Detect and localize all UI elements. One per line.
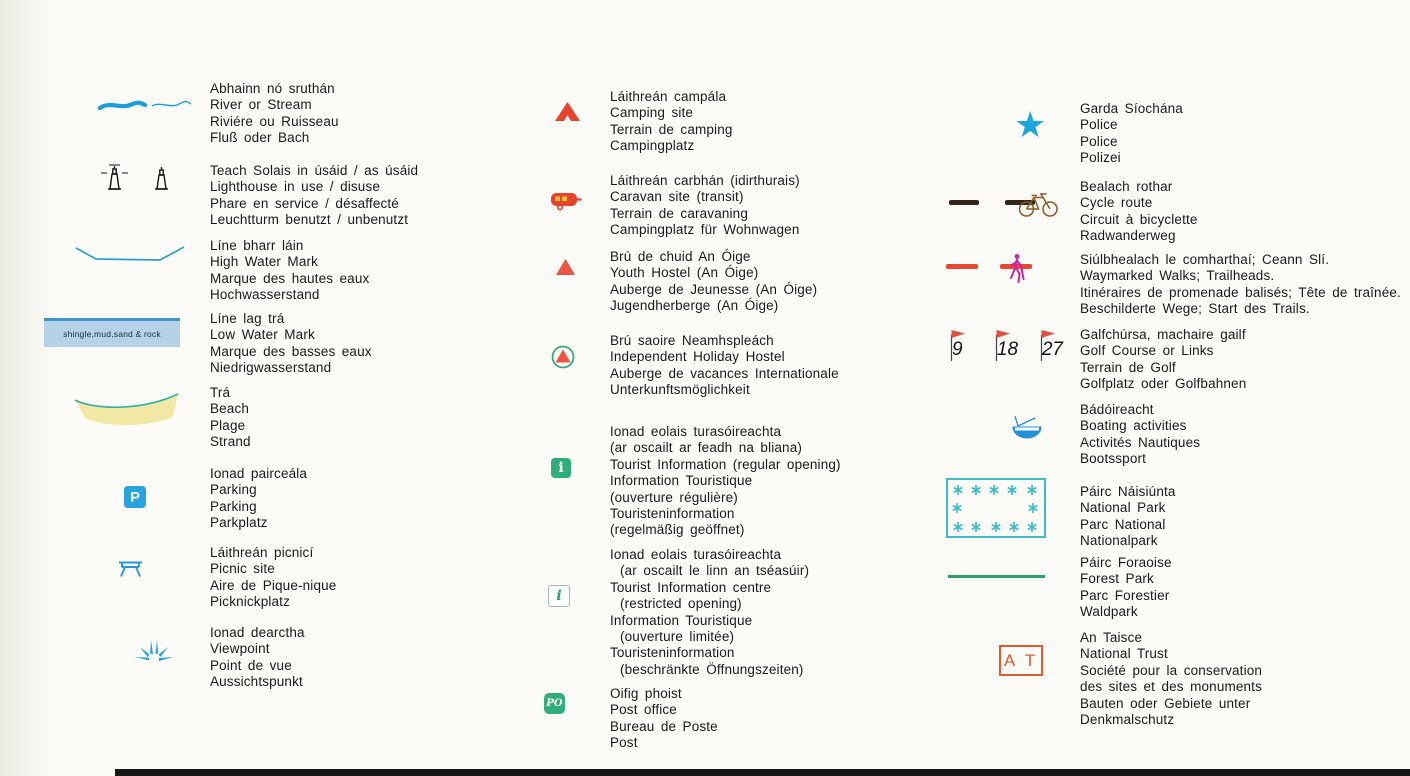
text-line: Cycle route (1080, 195, 1153, 211)
high-water-mark-icon (72, 245, 188, 270)
picnic-site-text (210, 545, 336, 611)
forest-park-text (1080, 555, 1172, 621)
text-line: Police (1080, 133, 1118, 149)
river-stream-text (210, 81, 339, 147)
text-line: Auberge de vacances Internationale (610, 365, 839, 381)
text-line: Société pour la conservation (1080, 662, 1263, 678)
text-line: Siúlbhealach le comharthaí; Ceann Slí. (1080, 252, 1330, 267)
river-stream-icon (98, 96, 193, 121)
text-line: Point de vue (210, 657, 292, 673)
text-line: Galfchúrsa, machaire gailf (1080, 327, 1246, 342)
text-line: Ionad dearctha (210, 625, 305, 640)
caravan-site-icon (550, 190, 582, 217)
text-line: Jugendherberge (An Óige) (610, 298, 779, 314)
text-line: (ar oscailt le linn an tséasúir) (620, 563, 810, 579)
lighthouse-text (210, 163, 418, 229)
golf-hole-count: 9 (952, 339, 963, 360)
text-line: Páirc Foraoise (1080, 555, 1172, 570)
text-line: Parking (210, 498, 257, 514)
national-trust-text (1080, 630, 1262, 728)
text-line: Brú saoire Neamhspleách (610, 333, 774, 348)
text-line: Independent Holiday Hostel (610, 349, 785, 365)
text-line: High Water Mark (210, 254, 319, 270)
text-line: Láithreán carbhán (idirthurais) (610, 173, 800, 188)
youth-hostel-text (610, 249, 817, 315)
text-line: Radwanderweg (1080, 228, 1176, 244)
text-line: National Trust (1080, 646, 1168, 662)
text-line: Forest Park (1080, 571, 1154, 587)
low-water-mark-icon (44, 318, 180, 347)
text-line: Beach (210, 401, 250, 417)
tourist-information-icon: i (551, 458, 571, 478)
caravan-site-text (610, 173, 800, 239)
text-line: Teach Solais in úsáid / as úsáid (210, 163, 419, 178)
text-line: Terrain de caravaning (610, 205, 748, 221)
independent-holiday-hostel-icon (551, 345, 575, 374)
national-trust-icon: A T (999, 645, 1043, 676)
text-line: (beschränkte Öffnungszeiten) (620, 661, 804, 677)
picnic-site-icon (117, 560, 144, 583)
text-line: Waldpark (1080, 604, 1138, 620)
text-line: Terrain de camping (610, 121, 733, 137)
text-line: National Park (1080, 500, 1166, 516)
text-line: Youth Hostel (An Óige) (610, 265, 759, 281)
text-line: Aire de Pique-nique (210, 577, 337, 593)
text-line: Golfplatz oder Golfbahnen (1080, 376, 1247, 392)
lighthouse-disused-icon (151, 166, 173, 196)
text-line: Parkplatz (210, 515, 268, 531)
camping-site-text (610, 89, 733, 155)
text-line: Beschilderte Wege; Start des Trails. (1080, 301, 1310, 317)
text-line: Golf Course or Links (1080, 343, 1214, 359)
scan-bottom-bar (115, 769, 1410, 776)
independent-holiday-hostel-text (610, 333, 839, 399)
text-line: Boating activities (1080, 418, 1187, 434)
text-line: An Taisce (1080, 630, 1143, 645)
text-line: Picknickplatz (210, 594, 290, 610)
boat-icon (1010, 413, 1044, 448)
golf-flag-9 (948, 330, 979, 362)
text-line: Phare en service / désaffecté (210, 195, 399, 211)
text-line: Post (610, 735, 638, 751)
text-line: Niedrigwasserstand (210, 360, 332, 376)
text-line: Parc National (1080, 516, 1166, 532)
text-line: (ouverture limitée) (620, 629, 735, 645)
text-line: Parc Forestier (1080, 587, 1170, 603)
text-line: Bauten oder Gebiete unter (1080, 695, 1251, 711)
golf-flag-18 (993, 330, 1024, 362)
parking-icon: P (124, 486, 146, 508)
text-line: Police (1080, 117, 1118, 133)
text-line: Waymarked Walks; Trailheads. (1080, 268, 1275, 284)
high-water-mark-text (210, 238, 369, 304)
text-line: Activités Nautiques (1080, 434, 1201, 450)
text-line: (restricted opening) (620, 596, 742, 612)
boating-activities-text (1080, 402, 1200, 468)
text-line: Líne bharr láin (210, 238, 304, 253)
text-line: Strand (210, 434, 251, 450)
text-line: Viewpoint (210, 641, 270, 657)
text-line: Brú de chuid An Óige (610, 249, 751, 264)
text-line: (regelmäßig geöffnet) (610, 522, 745, 538)
text-line: Marque des hautes eaux (210, 270, 370, 286)
text-line: Touristeninformation (610, 645, 735, 661)
text-line: Bealach rothar (1080, 179, 1173, 194)
text-line: (ar oscailt ar feadh na bliana) (610, 440, 802, 456)
golf-course-text (1080, 327, 1246, 393)
text-line: Information Touristique (610, 612, 753, 628)
national-park-text (1080, 484, 1176, 550)
walker-icon (1006, 253, 1029, 289)
low-water-mark-text (210, 311, 372, 377)
text-line: Leuchtturm benutzt / unbenutzt (210, 212, 409, 228)
text-line: Abhainn nó sruthán (210, 81, 335, 96)
viewpoint-icon (134, 635, 174, 667)
beach-icon (72, 391, 182, 438)
text-line: Bádóireacht (1080, 402, 1154, 417)
text-line: Low Water Mark (210, 327, 315, 343)
text-line: Terrain de Golf (1080, 359, 1176, 375)
text-line: Trá (210, 385, 231, 400)
text-line: Láithreán picnicí (210, 545, 314, 560)
national-park-icon (946, 478, 1046, 538)
police-star-icon: ★ (1014, 104, 1047, 145)
text-line: Denkmalschutz (1080, 712, 1175, 728)
text-line: River or Stream (210, 97, 312, 113)
cycle-route-text (1080, 179, 1198, 245)
golf-hole-count: 18 (996, 339, 1019, 360)
golf-flag-27 (1038, 330, 1069, 362)
text-line: Nationalpark (1080, 533, 1158, 549)
text-line: Fluß oder Bach (210, 130, 310, 146)
parking-text (210, 466, 307, 532)
text-line: Ionad eolais turasóireachta (610, 424, 782, 439)
police-text (1080, 101, 1183, 167)
text-line: Láithreán campála (610, 89, 727, 104)
text-line: Itinéraires de promenade balisés; Tête de traînée. (1080, 284, 1401, 300)
text-line: Riviére ou Ruisseau (210, 113, 339, 129)
text-line: Auberge de Jeunesse (An Óige) (610, 281, 818, 297)
youth-hostel-icon (556, 259, 575, 280)
text-line: des sites et des monuments (1080, 679, 1262, 695)
bicycle-icon (1017, 189, 1061, 222)
tourist-information-restricted-icon: i (548, 585, 570, 607)
tourist-information-regular-text (610, 424, 841, 539)
text-line: Picnic site (210, 561, 275, 577)
text-line: Hochwasserstand (210, 287, 320, 303)
walk-dash (946, 264, 978, 269)
cycle-dash (949, 200, 979, 205)
text-line: Circuit à bicyclette (1080, 211, 1198, 227)
text-line: Touristeninformation (610, 506, 735, 522)
text-line: Campingplatz für Wohnwagen (610, 222, 800, 238)
text-line: Bootssport (1080, 451, 1147, 467)
forest-park-line-icon (948, 575, 1045, 578)
text-line: Marque des basses eaux (210, 343, 372, 359)
text-line: Camping site (610, 105, 694, 121)
text-line: Páirc Náisiúnta (1080, 484, 1176, 499)
tourist-information-restricted-text (610, 547, 809, 678)
waymarked-walks-text (1080, 252, 1401, 318)
post-office-icon: PO (544, 693, 565, 714)
lighthouse-in-use-icon (100, 164, 129, 196)
text-line: Plage (210, 417, 246, 433)
text-line: (ouverture régulière) (610, 489, 738, 505)
text-line: Ionad eolais turasóireachta (610, 547, 782, 562)
golf-flags-icon (948, 330, 1069, 367)
text-line: Caravan site (transit) (610, 189, 744, 205)
text-line: Parking (210, 482, 257, 498)
text-line: Campingplatz (610, 138, 695, 154)
text-line: Ionad pairceála (210, 466, 308, 481)
text-line: Aussichtspunkt (210, 674, 303, 690)
text-line: Lighthouse in use / disuse (210, 179, 381, 195)
text-line: Unterkunftsmöglichkeit (610, 382, 750, 398)
text-line: Tourist Information (regular opening) (610, 456, 841, 472)
text-line: Polizei (1080, 150, 1121, 166)
text-line: Information Touristique (610, 473, 753, 489)
text-line: Garda Síochána (1080, 101, 1183, 116)
text-line: Oifig phoist (610, 686, 682, 701)
text-line: Post office (610, 702, 677, 718)
beach-text (210, 385, 251, 451)
scan-edge-shading (0, 0, 60, 776)
camping-site-icon (554, 101, 581, 127)
low-water-label: shingle,mud,sand & rock (44, 318, 180, 347)
text-line: Líne lag trá (210, 311, 285, 326)
text-line: Tourist Information centre (610, 579, 772, 595)
post-office-text (610, 686, 718, 752)
viewpoint-text (210, 625, 305, 691)
text-line: Bureau de Poste (610, 718, 718, 734)
golf-hole-count: 27 (1041, 339, 1063, 360)
